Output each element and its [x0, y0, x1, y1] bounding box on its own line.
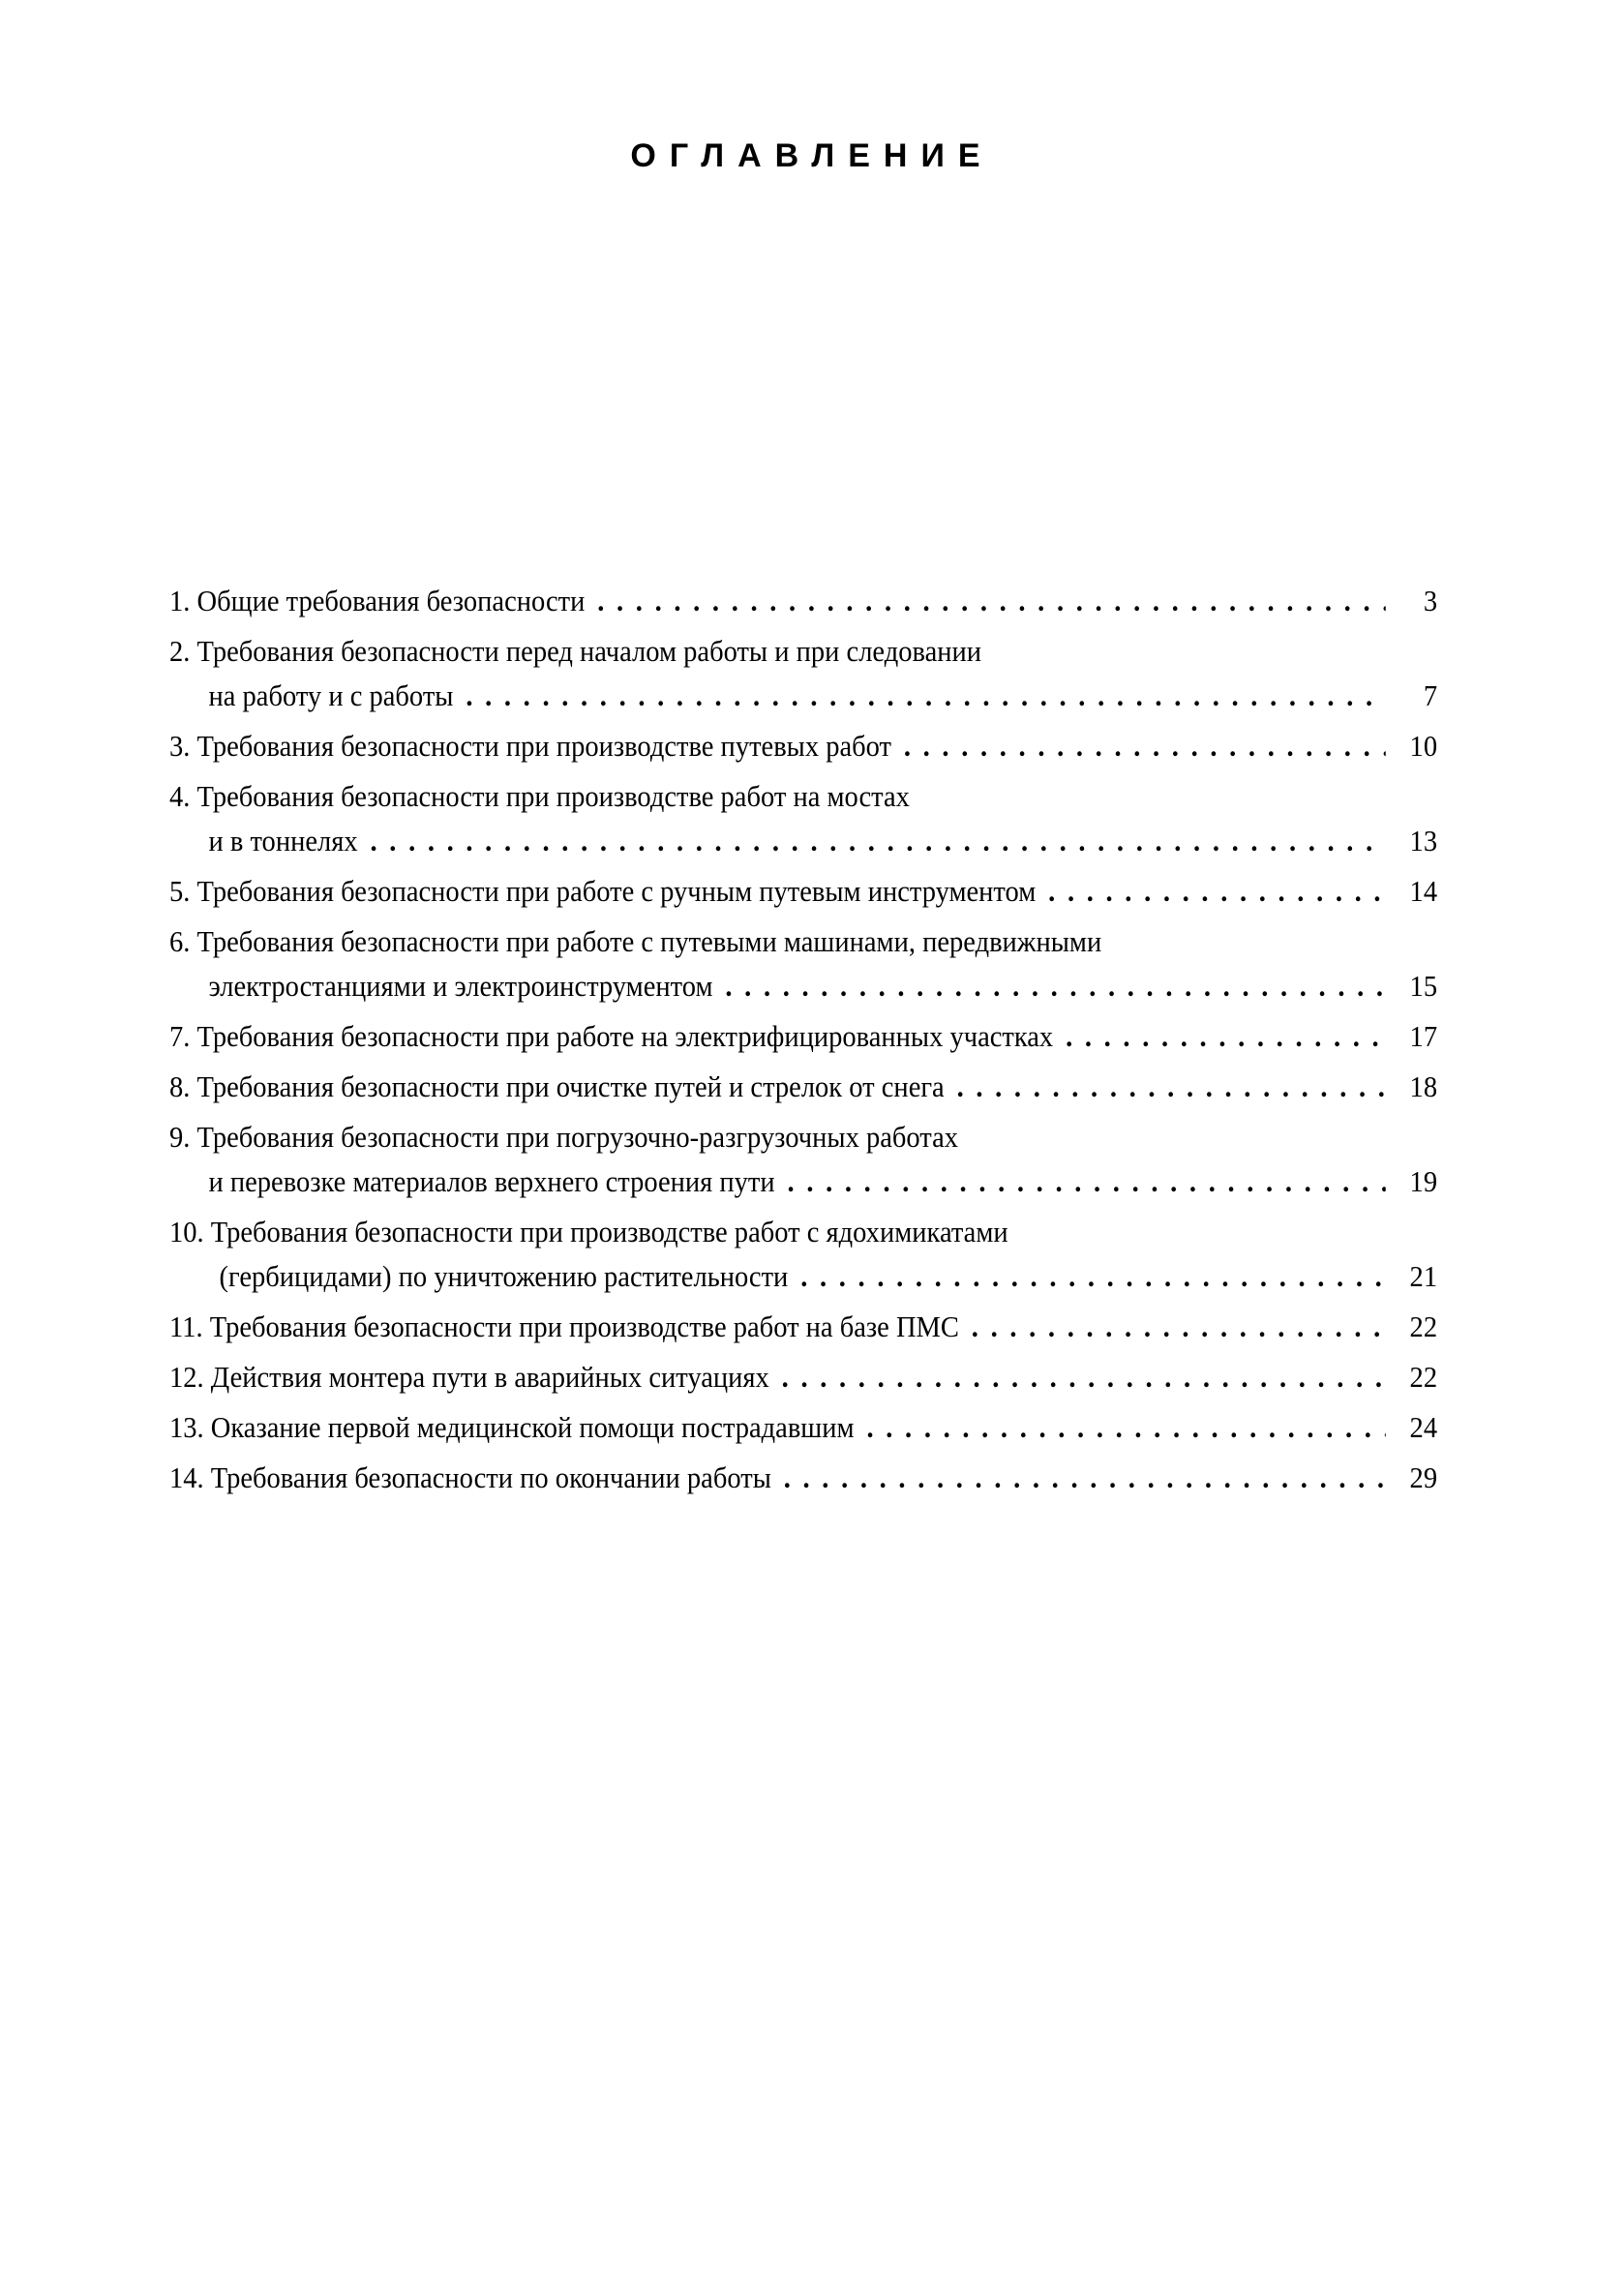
entry-title: Оказание первой медицинской помощи пострадавшим [210, 1410, 855, 1444]
dot-leader [784, 1456, 1386, 1500]
entry-number: 10. [169, 1215, 204, 1248]
toc-entry-4[interactable] [169, 774, 1437, 863]
dot-leader [371, 819, 1386, 863]
entry-title: Требования безопасности по окончании работы [210, 1460, 771, 1494]
entry-page-number: 24 [1409, 1410, 1438, 1444]
entry-title-continuation: и в тоннелях [208, 824, 358, 857]
toc-entry-7[interactable] [169, 1014, 1437, 1059]
entry-title: Требования безопасности при работе с путевыми машинами, передвижными [196, 924, 1102, 958]
entry-number: 13. [169, 1410, 204, 1444]
entry-page-number: 3 [1423, 584, 1438, 617]
entry-title-continuation: на работу и с работы [208, 678, 454, 712]
dot-leader [725, 964, 1385, 1008]
entry-number: 1. [169, 584, 191, 617]
entry-title: Требования безопасности при работе на электрифицированных участках [196, 1019, 1054, 1053]
toc-entry-11[interactable] [169, 1305, 1437, 1349]
entry-number: 3. [169, 729, 191, 763]
toc-entry-5[interactable] [169, 869, 1437, 914]
entry-title: Требования безопасности при работе с ручным путевым инструментом [196, 874, 1037, 908]
entry-number: 4. [169, 779, 191, 813]
entry-page-number: 15 [1409, 969, 1438, 1003]
entry-page-number: 19 [1409, 1164, 1438, 1198]
entry-title-continuation: (гербицидами) по уничтожению растительности [219, 1259, 789, 1293]
entry-title: Требования безопасности при погрузочно-разгрузочных работах [196, 1120, 959, 1154]
entry-number: 5. [169, 874, 191, 908]
dot-leader [972, 1305, 1386, 1349]
page-title: ОГЛАВЛЕНИЕ [630, 137, 994, 174]
entry-title: Требования безопасности при производстве путевых работ [196, 729, 891, 763]
entry-number: 8. [169, 1069, 191, 1103]
toc-entry-2[interactable] [169, 629, 1437, 718]
toc-entry-9[interactable] [169, 1115, 1437, 1204]
entry-page-number: 29 [1409, 1460, 1438, 1494]
entry-title-continuation: и перевозке материалов верхнего строения пути [208, 1164, 775, 1198]
entry-number: 6. [169, 924, 191, 958]
toc-entry-10[interactable] [169, 1210, 1437, 1299]
dot-leader [466, 674, 1385, 718]
dot-leader [1048, 869, 1386, 914]
toc-entry-8[interactable] [169, 1065, 1437, 1109]
entry-page-number: 18 [1409, 1069, 1438, 1103]
entry-number: 14. [169, 1460, 204, 1494]
entry-title: Требования безопасности при производстве работ с ядохимикатами [210, 1215, 1008, 1248]
toc-entry-13[interactable] [169, 1405, 1437, 1450]
entry-title: Общие требования безопасности [196, 584, 586, 617]
dot-leader [788, 1159, 1386, 1204]
table-of-contents [169, 579, 1437, 1506]
entry-page-number: 7 [1423, 678, 1438, 712]
entry-number: 12. [169, 1360, 204, 1394]
entry-number: 9. [169, 1120, 191, 1154]
toc-entry-1[interactable] [169, 579, 1437, 623]
dot-leader [1066, 1014, 1386, 1059]
toc-entry-14[interactable] [169, 1456, 1437, 1500]
entry-number: 7. [169, 1019, 191, 1053]
dot-leader [782, 1355, 1386, 1399]
toc-entry-6[interactable] [169, 919, 1437, 1008]
entry-page-number: 17 [1409, 1019, 1438, 1053]
toc-entry-3[interactable] [169, 724, 1437, 768]
dot-leader [800, 1254, 1386, 1299]
entry-page-number: 14 [1409, 874, 1438, 908]
entry-page-number: 10 [1409, 729, 1438, 763]
entry-number: 11. [169, 1309, 203, 1343]
entry-page-number: 22 [1409, 1360, 1438, 1394]
dot-leader [904, 724, 1386, 768]
toc-entry-12[interactable] [169, 1355, 1437, 1399]
entry-title-continuation: электростанциями и электроинструментом [208, 969, 713, 1003]
entry-number: 2. [169, 634, 191, 668]
entry-page-number: 22 [1409, 1309, 1438, 1343]
entry-page-number: 13 [1409, 824, 1438, 857]
dot-leader [957, 1065, 1386, 1109]
dot-leader [597, 579, 1385, 623]
entry-title: Требования безопасности при производстве работ на мостах [196, 779, 910, 813]
entry-title: Требования безопасности при производстве работ на базе ПМС [209, 1309, 959, 1343]
entry-page-number: 21 [1409, 1259, 1438, 1293]
entry-title: Действия монтера пути в аварийных ситуациях [210, 1360, 769, 1394]
entry-title: Требования безопасности перед началом работы и при следовании [196, 634, 982, 668]
dot-leader [866, 1405, 1385, 1450]
entry-title: Требования безопасности при очистке путей и стрелок от снега [196, 1069, 945, 1103]
